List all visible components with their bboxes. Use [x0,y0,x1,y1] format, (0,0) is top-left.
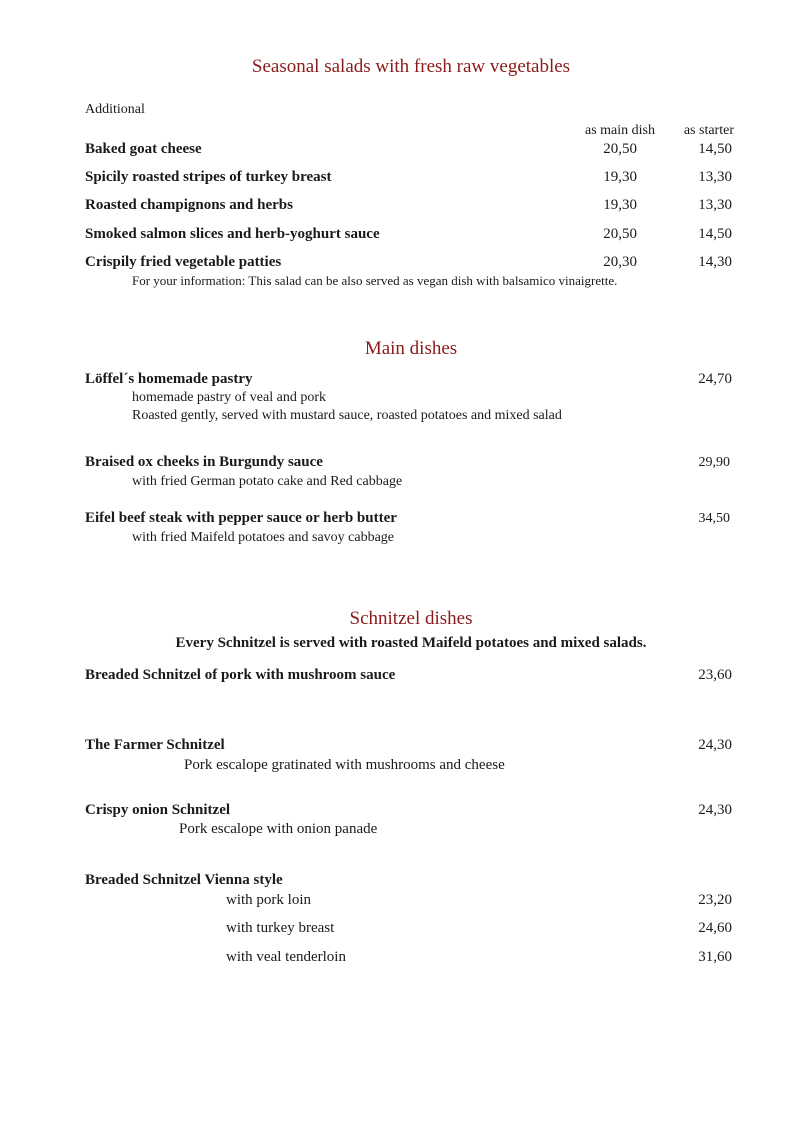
vienna-option-price: 23,20 [698,892,732,908]
salad-name: Roasted champignons and herbs [85,197,293,213]
schnitzel-name: Breaded Schnitzel of pork with mushroom sauce [85,667,396,683]
salads-heading: Seasonal salads with fresh raw vegetables [251,56,571,77]
salad-price-main: 19,30 [603,197,637,213]
salad-price-starter: 13,30 [698,169,732,185]
salad-price-starter: 13,30 [698,197,732,213]
salad-price-main: 20,50 [603,226,637,242]
salad-price-starter: 14,30 [698,254,732,270]
schnitzel-price: 24,30 [698,802,732,818]
salad-price-main: 19,30 [603,169,637,185]
main-dish-name: Eifel beef steak with pepper sauce or herb butter [85,510,397,526]
schnitzel-name: The Farmer Schnitzel [85,737,225,753]
salad-price-starter: 14,50 [698,226,732,242]
salad-price-main: 20,30 [603,254,637,270]
additional-label: Additional [85,102,145,117]
main-dish-desc: with fried German potato cake and Red cabbage [132,474,403,489]
salad-name: Smoked salmon slices and herb-yoghurt sauce [85,226,380,242]
schnitzel-desc: Pork escalope with onion panade [179,821,378,837]
salad-name: Spicily roasted stripes of turkey breast [85,169,332,185]
vienna-schnitzel-name: Breaded Schnitzel Vienna style [85,872,283,888]
main-dish-price: 29,90 [698,455,730,470]
main-dish-name: Löffel´s homemade pastry [85,371,253,387]
schnitzel-heading: Schnitzel dishes [349,608,473,629]
vienna-option-price: 24,60 [698,920,732,936]
main-dishes-heading: Main dishes [364,338,458,359]
schnitzel-price: 24,30 [698,737,732,753]
main-dish-name: Braised ox cheeks in Burgundy sauce [85,454,323,470]
schnitzel-subheading: Every Schnitzel is served with roasted Maifeld potatoes and mixed salads. [175,635,647,651]
salad-name: Crispily fried vegetable patties [85,254,282,270]
salad-price-main: 20,50 [603,141,637,157]
schnitzel-name: Crispy onion Schnitzel [85,802,231,818]
vienna-option-label: with veal tenderloin [226,949,346,965]
vienna-option-label: with turkey breast [226,920,335,936]
col-main-header: as main dish [585,123,655,138]
main-dish-desc: with fried Maifeld potatoes and savoy cabbage [132,530,395,545]
salad-name: Baked goat cheese [85,141,202,157]
salad-vegan-note: For your information: This salad can be also served as vegan dish with balsamico vinaigrette. [132,273,618,288]
main-dish-price: 24,70 [698,371,732,387]
vienna-option-label: with pork loin [226,892,311,908]
main-dish-price: 34,50 [698,511,730,526]
main-dish-desc: Roasted gently, served with mustard sauce, roasted potatoes and mixed salad [132,408,562,423]
vienna-option-price: 31,60 [698,949,732,965]
salad-price-starter: 14,50 [698,141,732,157]
schnitzel-desc: Pork escalope gratinated with mushrooms and cheese [184,757,505,773]
main-dish-desc: homemade pastry of veal and pork [132,390,326,405]
schnitzel-price: 23,60 [698,667,732,683]
col-starter-header: as starter [683,123,734,138]
